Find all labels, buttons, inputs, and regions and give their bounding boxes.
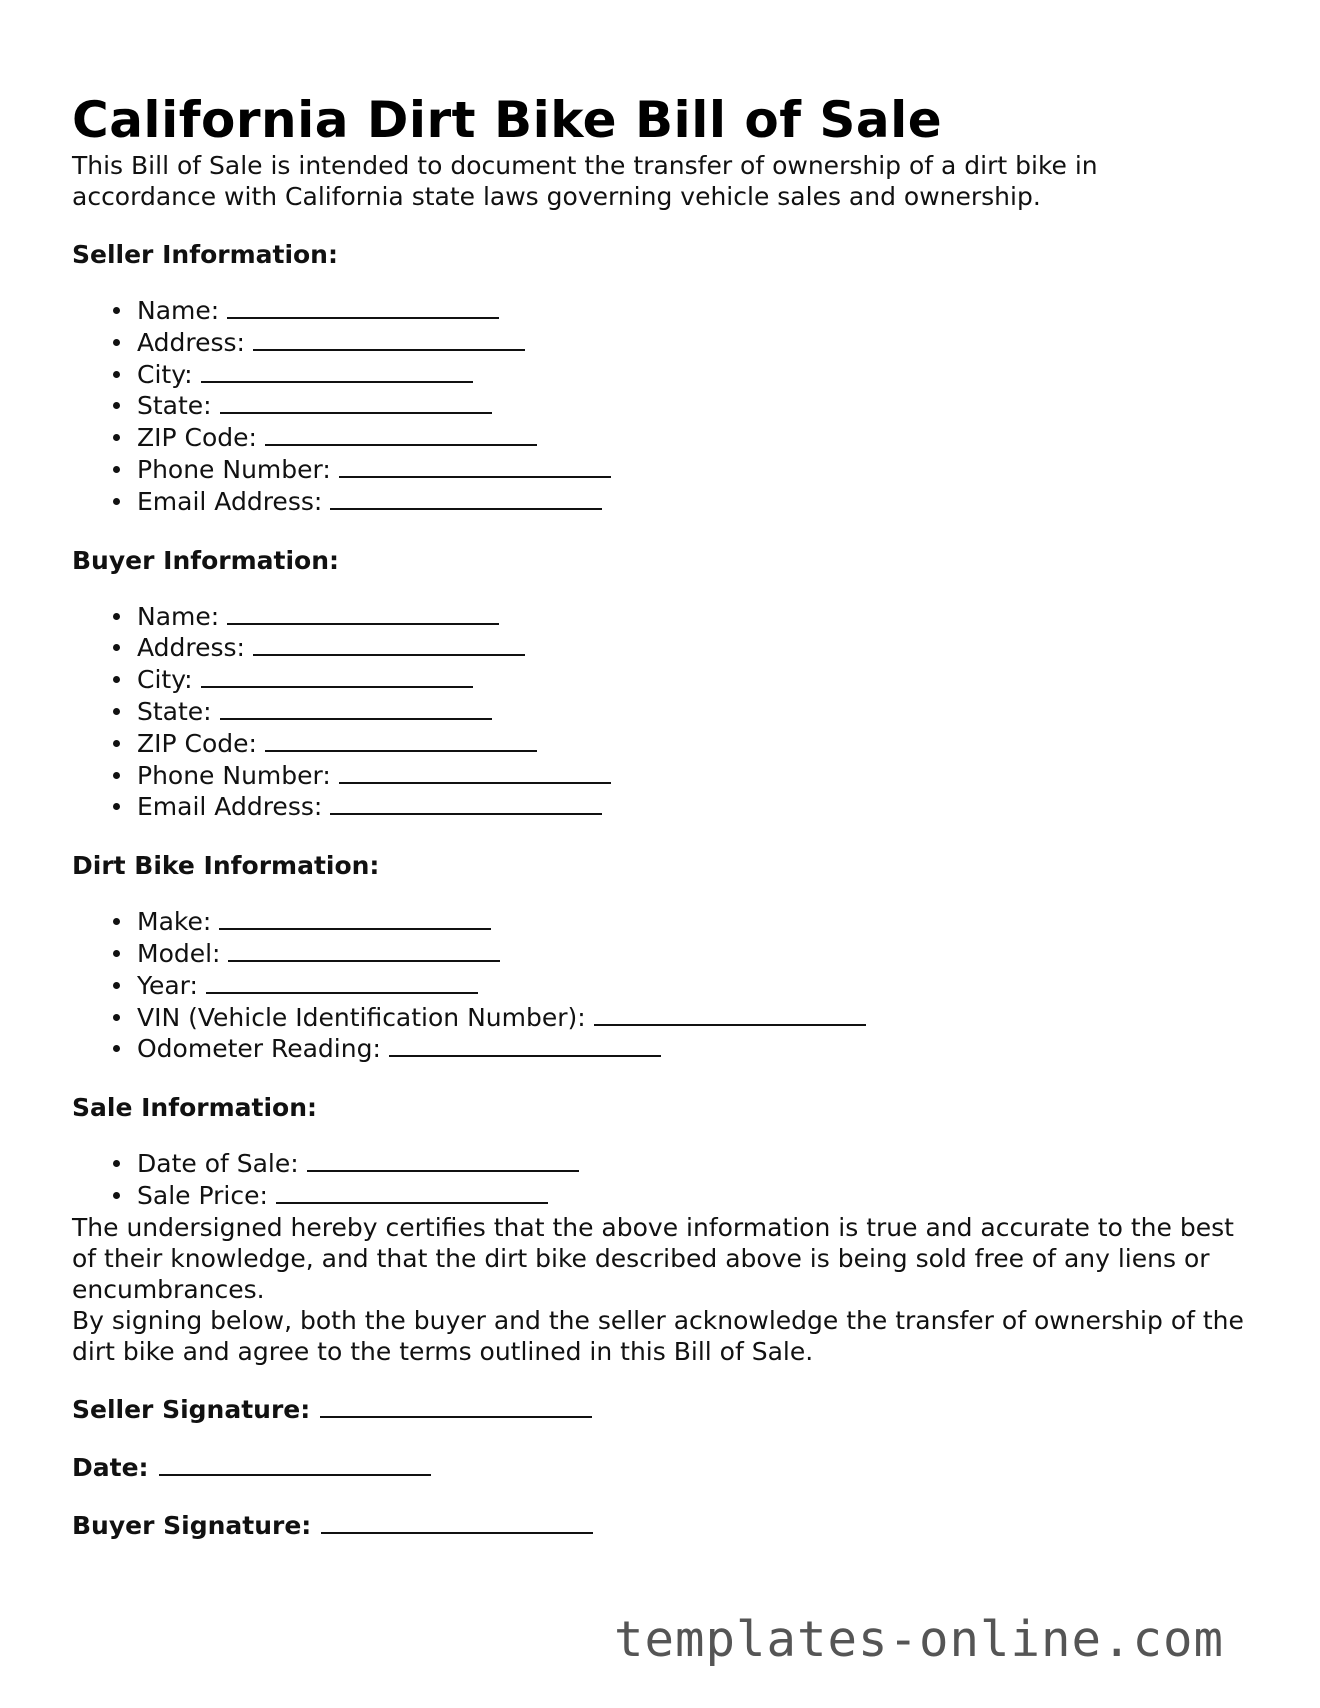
seller-signature-label: Seller Signature: [72,1394,311,1424]
list-item [137,1033,1248,1065]
date-signature-line [72,1452,1248,1483]
intro-paragraph: This Bill of Sale is intended to document the transfer of ownership of a dirt bike in accordance with California state laws governing vehicle sales and ownership. [72,151,1098,211]
seller-name-label: Name: [137,296,220,325]
list-item [137,1148,1248,1180]
seller-phone-label: Phone Number: [137,454,331,484]
buyer-email-blank[interactable] [330,791,602,815]
buyer-signature-blank[interactable] [321,1510,593,1534]
sale-price-label: Sale Price: [137,1180,268,1210]
bike-year-blank[interactable] [206,970,478,994]
list-item [137,664,1248,696]
buyer-city-blank[interactable] [201,664,473,688]
list-item [137,970,1248,1002]
list-item [137,791,1248,823]
list-item [137,390,1248,422]
bike-vin-blank[interactable] [594,1002,866,1026]
sale-date-label: Date of Sale: [137,1149,299,1179]
sale-fields-list [72,1148,1248,1212]
bike-make-label: Make: [137,907,212,937]
list-item [137,938,1248,970]
buyer-signature-label: Buyer Signature: [72,1510,312,1540]
bike-section-heading: Dirt Bike Information: [72,851,380,881]
bill-of-sale-document [72,90,1248,1541]
buyer-city-label: City: [137,665,193,695]
document-title: California Dirt Bike Bill of Sale [72,91,943,149]
list-item [137,1180,1248,1212]
seller-section-heading: Seller Information: [72,240,338,269]
seller-state-label: State: [137,391,212,421]
seller-signature-blank[interactable] [320,1394,592,1418]
list-item [137,454,1248,486]
list-item [137,1002,1248,1034]
bike-make-blank[interactable] [219,906,491,930]
acknowledgement-paragraph: By signing below, both the buyer and the seller acknowledge the transfer of ownership of the dirt bike and agree to the terms outlined in this Bill of Sale. [72,1305,1244,1366]
list-item [137,601,1248,633]
buyer-zip-blank[interactable] [265,728,537,752]
list-item [137,632,1248,664]
signature-date-blank[interactable] [159,1452,431,1476]
buyer-state-label: State: [137,696,212,726]
sale-price-blank[interactable] [276,1180,548,1204]
seller-email-blank[interactable] [330,486,602,510]
watermark-text: templates-online.com [614,1611,1225,1668]
buyer-section-heading: Buyer Information: [72,545,340,575]
buyer-signature-line [72,1510,1248,1541]
seller-zip-blank[interactable] [265,422,537,446]
seller-zip-label: ZIP Code: [137,423,257,453]
buyer-name-blank[interactable] [227,601,499,625]
list-item [137,906,1248,938]
buyer-name-label: Name: [137,601,220,631]
bike-model-blank[interactable] [228,938,500,962]
list-item [137,295,1248,327]
seller-address-label: Address: [137,327,245,357]
seller-phone-blank[interactable] [339,454,611,478]
bike-odometer-label: Odometer Reading: [137,1034,381,1064]
buyer-address-blank[interactable] [253,632,525,656]
bike-model-label: Model: [137,938,221,968]
list-item [137,696,1248,728]
sale-section-heading: Sale Information: [72,1093,317,1123]
bike-vin-label: VIN (Vehicle Identification Number): [137,1002,586,1032]
buyer-phone-blank[interactable] [339,760,611,784]
bike-odometer-blank[interactable] [389,1033,661,1057]
seller-fields-list [72,295,1248,518]
seller-city-label: City: [137,359,193,389]
seller-name-blank[interactable] [227,295,499,319]
buyer-zip-label: ZIP Code: [137,728,257,758]
list-item [137,728,1248,760]
seller-address-blank[interactable] [253,327,525,351]
seller-state-blank[interactable] [220,390,492,414]
buyer-email-label: Email Address: [137,792,323,822]
list-item [137,359,1248,391]
bike-fields-list [72,906,1248,1065]
list-item [137,422,1248,454]
seller-city-blank[interactable] [201,359,473,383]
list-item [137,327,1248,359]
buyer-state-blank[interactable] [220,696,492,720]
seller-signature-line [72,1394,1248,1425]
buyer-address-label: Address: [137,633,245,663]
sale-date-blank[interactable] [307,1148,579,1172]
buyer-phone-label: Phone Number: [137,760,331,790]
list-item [137,760,1248,792]
list-item [137,486,1248,518]
bike-year-label: Year: [137,970,198,1000]
seller-email-label: Email Address: [137,486,323,516]
signature-date-label: Date: [72,1452,149,1482]
certification-paragraph: The undersigned hereby certifies that the above information is true and accurate to the best of their knowledge, and that the dirt bike described above is being sold free of any liens or encumbrances. [72,1212,1234,1304]
buyer-fields-list [72,601,1248,824]
